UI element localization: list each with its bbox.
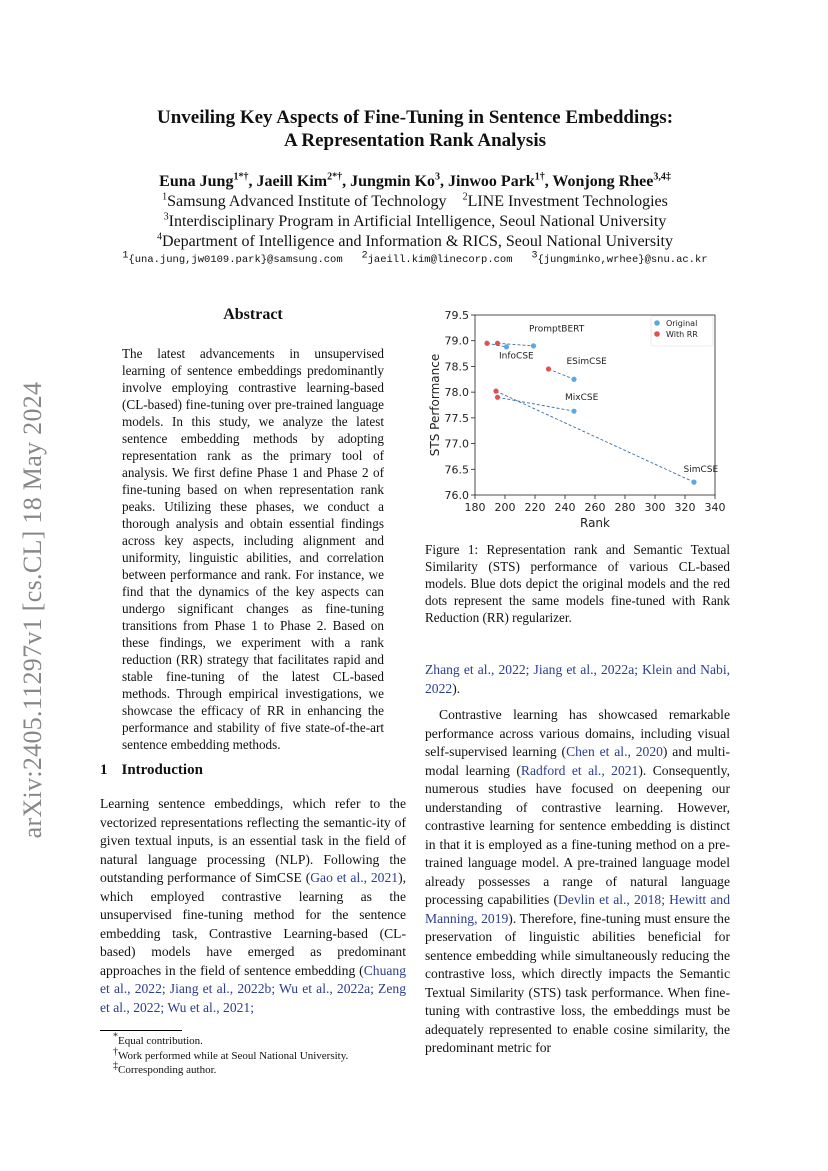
legend-marker (654, 331, 660, 337)
paper-title (100, 106, 730, 152)
x-tick-label: 220 (524, 501, 546, 514)
original-point (571, 409, 576, 414)
title-line-2: A Representation Rank Analysis (283, 130, 546, 151)
intro-paragraph-1: Learning sentence embeddings, which refer to the vectorized representations reflecting the semantic-ity of given textual inputs, is an essential task in the field of natural language processing (NLP). Following the outstanding performance of SimCSE (Gao et al., 2021), which employed contrastive learning as the unsupervised fine-tuning method for the sentence embedding task, Contrastive Learning-based (CL-based) models have emerged as predominant approaches in the field of sentence embedding (Chuang et al., 2022; Jiang et al., 2022b; Wu et al., 2022a; Zeng et al., 2022; Wu et al., 2021; (100, 796, 406, 1015)
affiliation-line-2: $^3$Interdisciplinary Program in Artificial Intelligence, Seoul National University (163, 211, 667, 230)
legend-marker (654, 320, 660, 326)
x-tick-label: 200 (494, 501, 516, 514)
original-point (571, 377, 576, 382)
original-point (504, 344, 509, 349)
model-link-line (498, 343, 534, 346)
y-tick-label: 77.5 (444, 411, 469, 425)
section-heading-introduction (100, 762, 217, 779)
model-label: ESimCSE (566, 356, 607, 367)
model-link-line (496, 391, 694, 482)
figure-1-caption: Figure 1: Representation rank and Semantic Textual Similarity (STS) performance of various CL-based models. Blue dots depict the original models and the red dots represent the same models fine-tuned with Rank Reduction (RR) regularizer. (425, 542, 730, 625)
arxiv-sidebar-stamp (10, 360, 56, 860)
y-tick-label: 76.0 (444, 489, 469, 502)
author-list: Euna Jung$^{1*\dagger}$, Jaeill Kim$^{2*\dagger}$, Jungmin Ko$^3$, Jinwoo Park$^{1\dagger}$, Wonjong Rhee$^{3,4\ddagger}$ (159, 171, 671, 190)
legend-label: Original (666, 319, 698, 328)
email-snu[interactable]: {jungminko,wrhee}@snu.ac.kr (537, 254, 708, 266)
arxiv-id: arXiv:2405.11297v1 [cs.CL] 18 May 2024 (18, 381, 47, 839)
x-tick-label: 240 (554, 501, 576, 514)
rr-point (546, 366, 551, 371)
y-tick-label: 79.0 (444, 334, 469, 348)
original-point (691, 480, 696, 485)
affiliation-snu-rics: Department of Intelligence and Information & RICS, Seoul National University (162, 233, 673, 250)
intro-continuation: Zhang et al., 2022; Jiang et al., 2022a; Klein and Nabi, 2022). (425, 662, 730, 696)
citation-link[interactable]: Devlin et al., 2018; Hewitt and Manning, 2019 (425, 892, 730, 926)
email-line[interactable]: jaeill.kim@linecorp.com (367, 254, 513, 266)
model-label: PromptBERT (529, 324, 585, 335)
email-samsung[interactable]: {una.jung,jw0109.park}@samsung.com (128, 254, 343, 266)
y-tick-label: 78.5 (444, 360, 469, 374)
model-label: MixCSE (565, 392, 599, 403)
x-tick-label: 340 (704, 501, 726, 514)
section-number: 1 (100, 762, 108, 778)
citation-link[interactable]: Zhang et al., 2022; Jiang et al., 2022a; Klein and Nabi, 2022 (425, 662, 730, 696)
x-axis-label: Rank (580, 516, 610, 530)
author: Jungmin Ko$^3$ (350, 171, 441, 190)
affiliation-line-3: $^4$Department of Intelligence and Information & RICS, Seoul National University (157, 231, 673, 250)
y-tick-label: 79.5 (444, 309, 469, 322)
citation-link[interactable]: Chuang et al., 2022; Jiang et al., 2022b; Wu et al., 2022a; Zeng et al., 2022; Wu et al., 2021; (100, 962, 406, 1015)
author: Wonjong Rhee$^{3,4\ddagger}$ (552, 171, 671, 190)
x-tick-label: 260 (584, 501, 606, 514)
affiliation-snu-ipai: Interdisciplinary Program in Artificial Intelligence, Seoul National University (168, 213, 667, 230)
footnote-corresponding: ‡Corresponding author. (113, 1060, 217, 1076)
author: Euna Jung$^{1*\dagger}$ (159, 171, 249, 190)
x-tick-label: 280 (614, 501, 636, 514)
affiliation-line-1: $^1$Samsung Advanced Institute of Technology $^2$LINE Investment Technologies (162, 191, 668, 210)
y-axis-label: STS Performance (428, 353, 442, 457)
original-point (531, 343, 536, 348)
title-line-1: Unveiling Key Aspects of Fine-Tuning in Sentence Embeddings: (156, 107, 674, 128)
abstract-heading: Abstract (223, 306, 283, 323)
abstract-text: The latest advancements in unsupervised learning of sentence embeddings predominantly involve employing contrastive learning-based (CL-based) fine-tuning over pre-trained language models. In this study, we analyze the latest sentence embedding methods by adopting representation rank as the primary tool of analysis. We first define Phase 1 and Phase 2 of fine-tuning based on when representation rank peaks. Utilizing these phases, we conduct a thorough analysis and obtain essential findings across key aspects, including alignment and uniformity, linguistic abilities, and correlation between performance and rank. For instance, we find that the dynamics of the key aspects can undergo significant changes as fine-tuning transitions from Phase 1 to Phase 2. Based on these findings, we experiment with a rank reduction (RR) strategy that facilitates rapid and stable fine-tuning of the latest CL-based methods. Through empirical investigations, we showcase the efficacy of RR in enhancing the performance and stability of five state-of-the-art sentence embedding methods. (122, 346, 384, 752)
x-tick-label: 320 (674, 501, 696, 514)
section-title: Introduction (121, 762, 203, 778)
footnote-equal-contribution: *Equal contribution. (113, 1031, 203, 1047)
y-tick-label: 78.0 (444, 386, 469, 400)
citation-link[interactable]: Gao et al., 2021 (310, 870, 399, 885)
x-tick-label: 300 (644, 501, 666, 514)
legend-label: With RR (666, 330, 698, 339)
rr-point (484, 341, 489, 346)
affiliation-samsung: Samsung Advanced Institute of Technology (167, 193, 447, 210)
citation-link[interactable]: Radford et al., 2021 (520, 762, 639, 778)
author-emails: $^1${una.jung,jw0109.park}@samsung.com $^2$jaeill.kim@linecorp.com $^3${jungminko,wrhee}@snu.ac.kr (122, 250, 708, 266)
x-tick-label: 180 (464, 501, 486, 514)
rr-point (495, 395, 500, 400)
affiliation-line: LINE Investment Technologies (467, 193, 668, 210)
y-tick-label: 76.5 (444, 463, 469, 477)
model-label: InfoCSE (499, 351, 534, 362)
intro-paragraph-2: Contrastive learning has showcased remarkable performance across various domains, including visual self-supervised learning (Chen et al., 2020) and multi-modal learning (Radford et al., 2021). Consequently, numerous studies have focused on deepening our understanding of contrastive learning. However, contrastive learning for sentence embedding is distinct in that it is employed as a fine-tuning method on a pre-trained language model. A pre-trained language model already possesses a range of natural language processing capabilities (Devlin et al., 2018; Hewitt and Manning, 2019). Therefore, fine-tuning must ensure the preservation of linguistic abilities beneficial for sentence embedding while simultaneously reducing the contrastive loss, which directly impacts the Semantic Textual Similarity (STS) task performance. When fine-tuning with contrastive loss, the embeddings must be adequately represented to enable cosine similarity, the predominant metric for (425, 707, 731, 1055)
model-link-line (498, 397, 575, 411)
model-label: SimCSE (683, 464, 719, 475)
footnotes (113, 1031, 403, 1078)
y-tick-label: 77.0 (444, 437, 469, 451)
author: Jinwoo Park$^{1\dagger}$ (448, 171, 545, 190)
model-link-line (549, 369, 575, 379)
rr-point (493, 389, 498, 394)
author: Jaeill Kim$^{2*\dagger}$ (256, 171, 343, 190)
figure-1-chart (425, 305, 730, 530)
citation-link[interactable]: Chen et al., 2020 (566, 744, 663, 759)
footnote-work-performed: †Work performed while at Seoul National University. (113, 1045, 349, 1062)
